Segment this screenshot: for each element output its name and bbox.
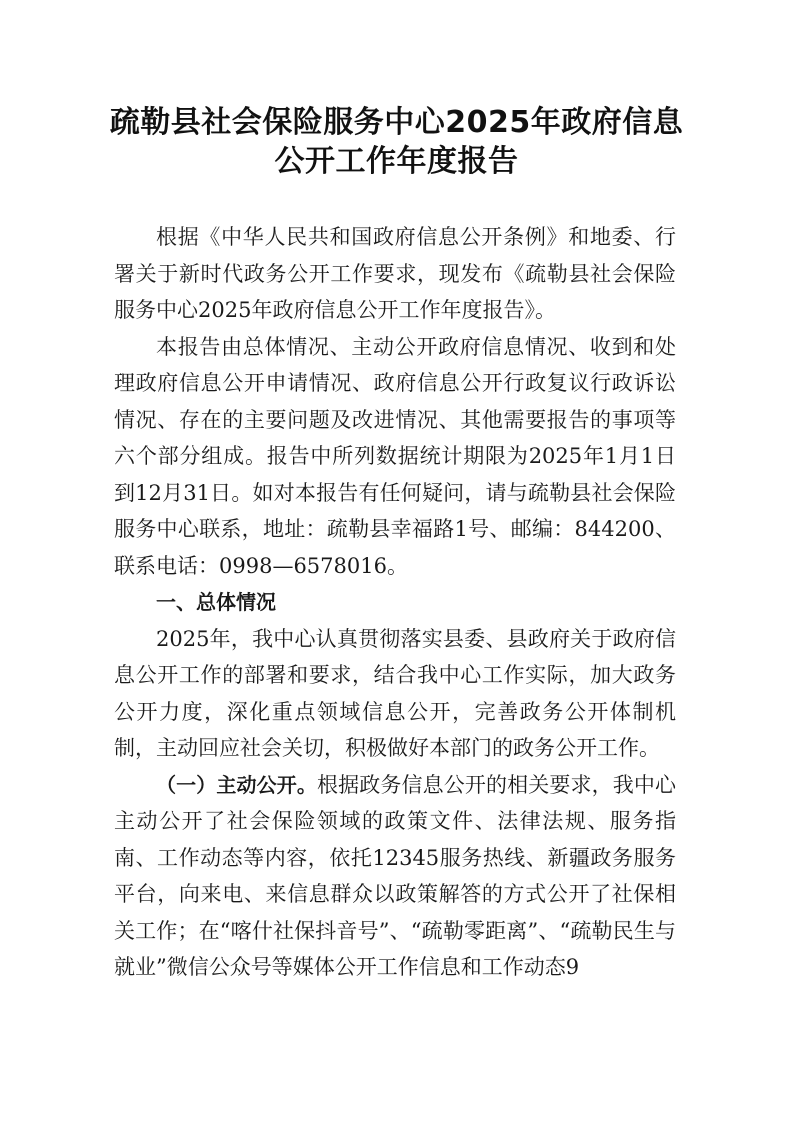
document-title-line-1: 疏勒县社会保险服务中心2025年政府信息 [109, 105, 684, 140]
subsection-lead-proactive-disclosure: （一）主动公开。 [156, 772, 317, 797]
overview-paragraph: 2025年，我中心认真贯彻落实县委、县政府关于政府信息公开工作的部署和要求，结合我中心工作实际，加大政务公开力度，深化重点领域信息公开，完善政务公开体制机制，主动回应社会关切，积极做好本部门的政务公开工作。 [114, 626, 676, 760]
document-body [114, 219, 676, 986]
report-structure-paragraph: 本报告由总体情况、主动公开政府信息情况、收到和处理政府信息公开申请情况、政府信息公开行政复议行政诉讼情况、存在的主要问题及改进情况、其他需要报告的事项等六个部分组成。报告中所列数据统计期限为2025年1月1日到12月31日。如对本报告有任何疑问，请与疏勒县社会保险服务中心联系，地址：疏勒县幸福路1号、邮编：844200、联系电话：0998—6578016。 [114, 334, 676, 578]
proactive-disclosure-paragraph [114, 767, 676, 986]
proactive-disclosure-text: 根据政务信息公开的相关要求，我中心主动公开了社会保险领域的政策文件、法律法规、服务指南、工作动态等内容，依托12345服务热线、新疆政务服务平台，向来电、来信息群众以政策解答的方式公开了社保相关工作；在“喀什社保抖音号”、“疏勒零距离”、“疏勒民生与就业”微信公众号等媒体公开工作信息和工作动态9 [114, 772, 676, 979]
intro-paragraph: 根据《中华人民共和国政府信息公开条例》和地委、行署关于新时代政务公开工作要求，现发布《疏勒县社会保险服务中心2025年政府信息公开工作年度报告》。 [114, 225, 676, 322]
section-heading-overview: 一、总体情况 [156, 590, 276, 614]
document-title-line-2: 公开工作年度报告 [274, 144, 519, 179]
